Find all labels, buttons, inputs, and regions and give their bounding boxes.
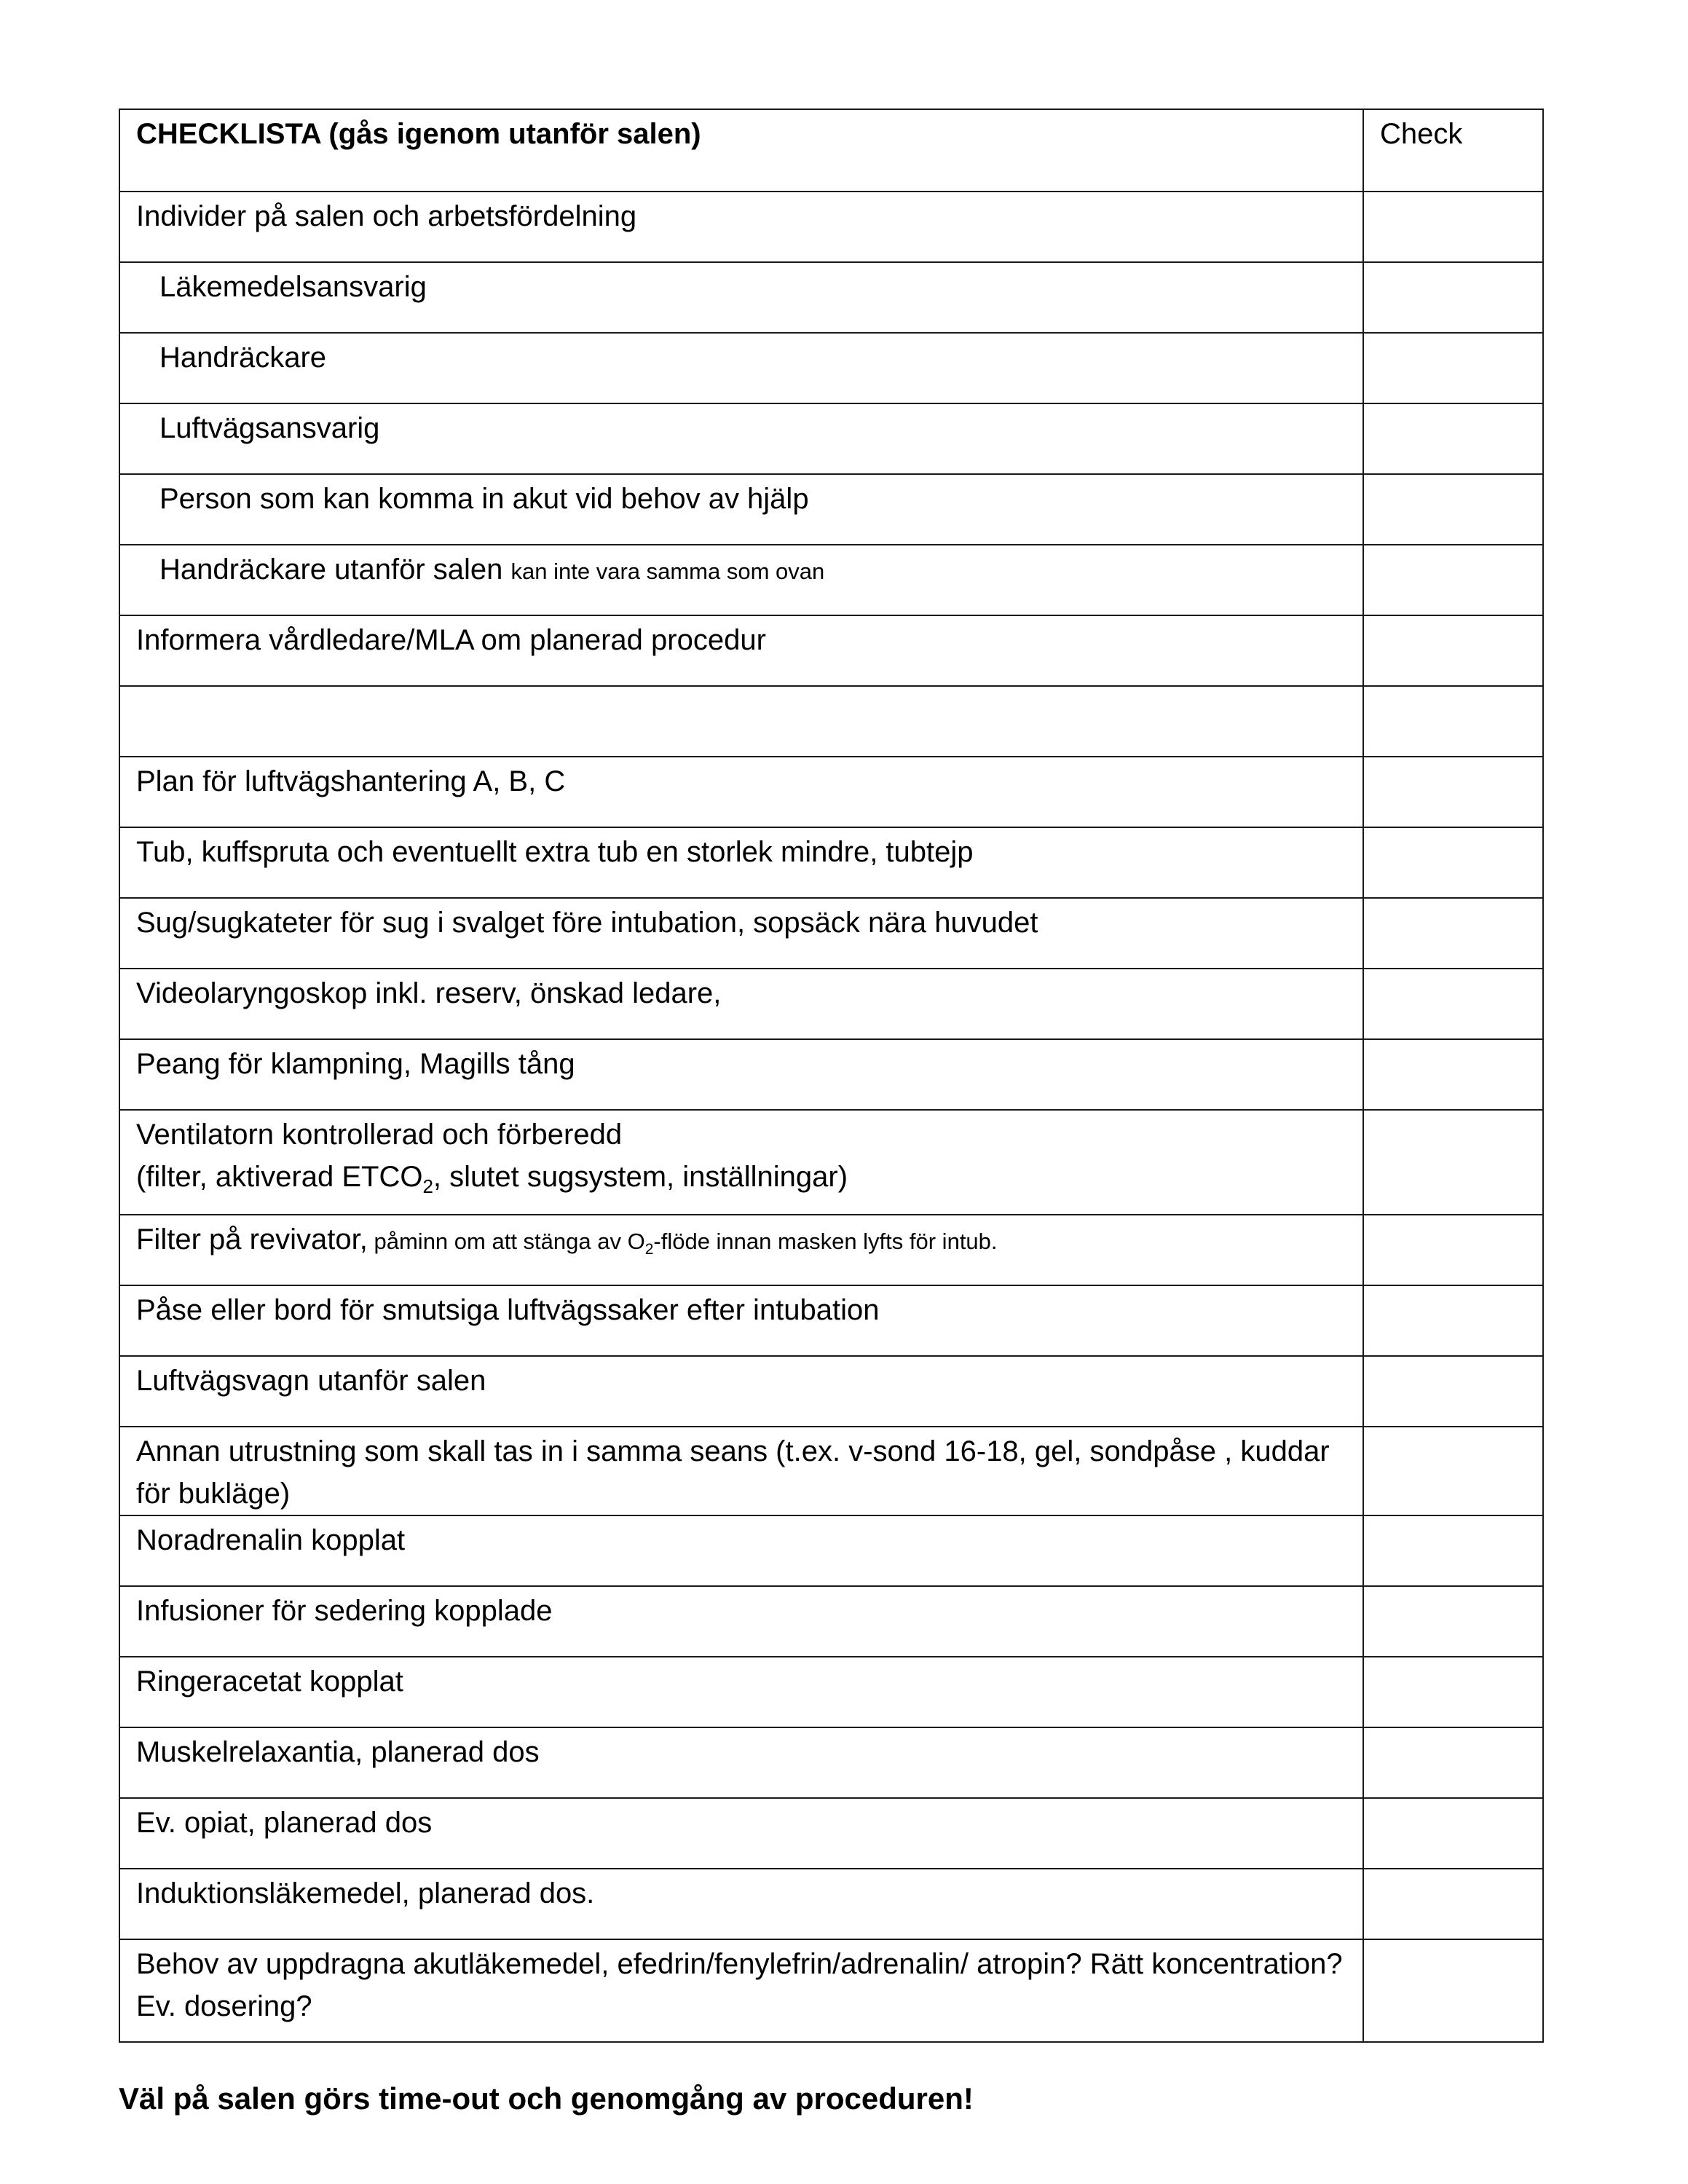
- item-cell: [119, 1657, 1363, 1727]
- table-row: [119, 1657, 1543, 1727]
- check-cell[interactable]: [1363, 545, 1543, 615]
- item-cell: [119, 1869, 1363, 1939]
- item-cell: [119, 1356, 1363, 1427]
- item-label: Noradrenalin kopplat: [136, 1524, 406, 1556]
- item-label: Ev. opiat, planerad dos: [136, 1807, 433, 1839]
- check-cell[interactable]: [1363, 1869, 1543, 1939]
- item-label: Luftvägsansvarig: [159, 412, 380, 444]
- table-row: [119, 1939, 1543, 2042]
- item-cell: [119, 333, 1363, 403]
- item-label: Infusioner för sedering kopplade: [136, 1595, 553, 1627]
- item-label: Peang för klampning, Magills tång: [136, 1048, 575, 1080]
- item-label: Handräckare utanför salen: [159, 553, 503, 586]
- table-row: [119, 615, 1543, 686]
- table-row: [119, 192, 1543, 262]
- table-row: [119, 1515, 1543, 1586]
- footer-note: Väl på salen görs time-out och genomgång av proceduren!: [119, 2081, 974, 2116]
- item-cell: [119, 827, 1363, 898]
- table-row: [119, 1869, 1543, 1939]
- item-cell: [119, 192, 1363, 262]
- item-cell: [119, 1285, 1363, 1356]
- item-cell: [119, 757, 1363, 827]
- check-cell[interactable]: [1363, 333, 1543, 403]
- table-row-empty: [119, 686, 1543, 757]
- check-cell[interactable]: [1363, 1039, 1543, 1110]
- checklist-sheet: [119, 109, 1542, 2043]
- item-label: Annan utrustning som skall tas in i samma seans (t.ex. v-sond 16-18, gel, sondpåse , kuddar för bukläge): [136, 1435, 1330, 1510]
- table-row: [119, 262, 1543, 333]
- item-label: Luftvägsvagn utanför salen: [136, 1365, 486, 1397]
- item-label: Muskelrelaxantia, planerad dos: [136, 1736, 540, 1768]
- item-note-part: påminn om att stänga av O: [367, 1229, 645, 1254]
- table-row: [119, 403, 1543, 474]
- check-cell[interactable]: [1363, 1727, 1543, 1798]
- table-row: [119, 898, 1543, 969]
- item-label: Individer på salen och arbetsfördelning: [136, 200, 637, 232]
- item-note: [367, 1229, 998, 1258]
- table-row: [119, 1427, 1543, 1515]
- check-cell[interactable]: [1363, 403, 1543, 474]
- item-label: Videolaryngoskop inkl. reserv, önskad ledare,: [136, 977, 722, 1009]
- table-row: [119, 1356, 1543, 1427]
- table-row: [119, 474, 1543, 545]
- item-label: Sug/sugkateter för sug i svalget före intubation, sopsäck nära huvudet: [136, 907, 1038, 939]
- item-cell: [119, 1586, 1363, 1657]
- item-label: Påse eller bord för smutsiga luftvägssaker efter intubation: [136, 1294, 880, 1326]
- check-cell[interactable]: [1363, 1427, 1543, 1515]
- check-cell[interactable]: [1363, 615, 1543, 686]
- item-label: Ringeracetat kopplat: [136, 1665, 403, 1698]
- item-label: Behov av uppdragna akutläkemedel, efedrin/fenylefrin/adrenalin/ atropin? Rätt koncentration? Ev. dosering?: [136, 1948, 1343, 2022]
- header-title-cell: [119, 109, 1363, 192]
- subscript: 2: [422, 1175, 433, 1197]
- item-cell: [119, 686, 1363, 757]
- item-cell: [119, 1798, 1363, 1869]
- item-cell: [119, 1727, 1363, 1798]
- item-cell: [119, 1039, 1363, 1110]
- item-label: Läkemedelsansvarig: [159, 271, 427, 303]
- check-cell[interactable]: [1363, 192, 1543, 262]
- table-row: [119, 1798, 1543, 1869]
- item-cell: [119, 1427, 1363, 1515]
- item-label: Filter på revivator,: [136, 1223, 368, 1255]
- check-cell[interactable]: [1363, 686, 1543, 757]
- item-cell: [119, 1110, 1363, 1215]
- subscript: 2: [644, 1241, 654, 1258]
- item-label: Plan för luftvägshantering A, B, C: [136, 765, 566, 797]
- item-label-line2-part: , slutet sugsystem, inställningar): [433, 1161, 848, 1193]
- check-cell[interactable]: [1363, 262, 1543, 333]
- table-row: [119, 827, 1543, 898]
- table-row: [119, 333, 1543, 403]
- table-row: [119, 757, 1543, 827]
- item-label-line2-part: (filter, aktiverad ETCO: [136, 1161, 423, 1193]
- table-row: [119, 1285, 1543, 1356]
- check-cell[interactable]: [1363, 1586, 1543, 1657]
- item-cell: [119, 474, 1363, 545]
- table-row: [119, 1586, 1543, 1657]
- check-cell[interactable]: [1363, 969, 1543, 1039]
- table-row: [119, 1215, 1543, 1285]
- table-header-row: [119, 109, 1543, 192]
- table-row: [119, 545, 1543, 615]
- table-row: [119, 969, 1543, 1039]
- header-check-cell: [1363, 109, 1543, 192]
- item-cell: [119, 262, 1363, 333]
- item-cell: [119, 615, 1363, 686]
- item-note-part: -flöde innan masken lyfts för intub.: [653, 1229, 998, 1254]
- check-cell[interactable]: [1363, 1939, 1543, 2042]
- item-cell: [119, 1215, 1363, 1285]
- check-cell[interactable]: [1363, 1110, 1543, 1215]
- check-cell[interactable]: [1363, 474, 1543, 545]
- item-label-line1: Ventilatorn kontrollerad och förberedd: [136, 1119, 623, 1151]
- item-label: Person som kan komma in akut vid behov av hjälp: [159, 483, 809, 515]
- item-cell: [119, 403, 1363, 474]
- table-row: [119, 1727, 1543, 1798]
- item-label: Tub, kuffspruta och eventuellt extra tub en storlek mindre, tubtejp: [136, 836, 974, 868]
- item-cell: [119, 898, 1363, 969]
- item-label: Informera vårdledare/MLA om planerad procedur: [136, 624, 766, 656]
- item-label: Induktionsläkemedel, planerad dos.: [136, 1877, 595, 1909]
- check-cell[interactable]: [1363, 898, 1543, 969]
- item-cell: [119, 545, 1363, 615]
- check-cell[interactable]: [1363, 827, 1543, 898]
- check-cell[interactable]: [1363, 1215, 1543, 1285]
- item-label-line2: [136, 1161, 848, 1197]
- check-column-label: Check: [1380, 118, 1463, 150]
- check-cell[interactable]: [1363, 1657, 1543, 1727]
- item-cell: [119, 1515, 1363, 1586]
- table-row: [119, 1039, 1543, 1110]
- check-cell[interactable]: [1363, 1515, 1543, 1586]
- check-cell[interactable]: [1363, 757, 1543, 827]
- checklist-title: CHECKLISTA (gås igenom utanför salen): [136, 118, 701, 150]
- item-cell: [119, 1939, 1363, 2042]
- check-cell[interactable]: [1363, 1356, 1543, 1427]
- checklist-table: [119, 109, 1544, 2043]
- check-cell[interactable]: [1363, 1285, 1543, 1356]
- check-cell[interactable]: [1363, 1798, 1543, 1869]
- item-note: kan inte vara samma som ovan: [510, 559, 825, 584]
- item-label: Handräckare: [159, 342, 327, 374]
- item-cell: [119, 969, 1363, 1039]
- table-row: [119, 1110, 1543, 1215]
